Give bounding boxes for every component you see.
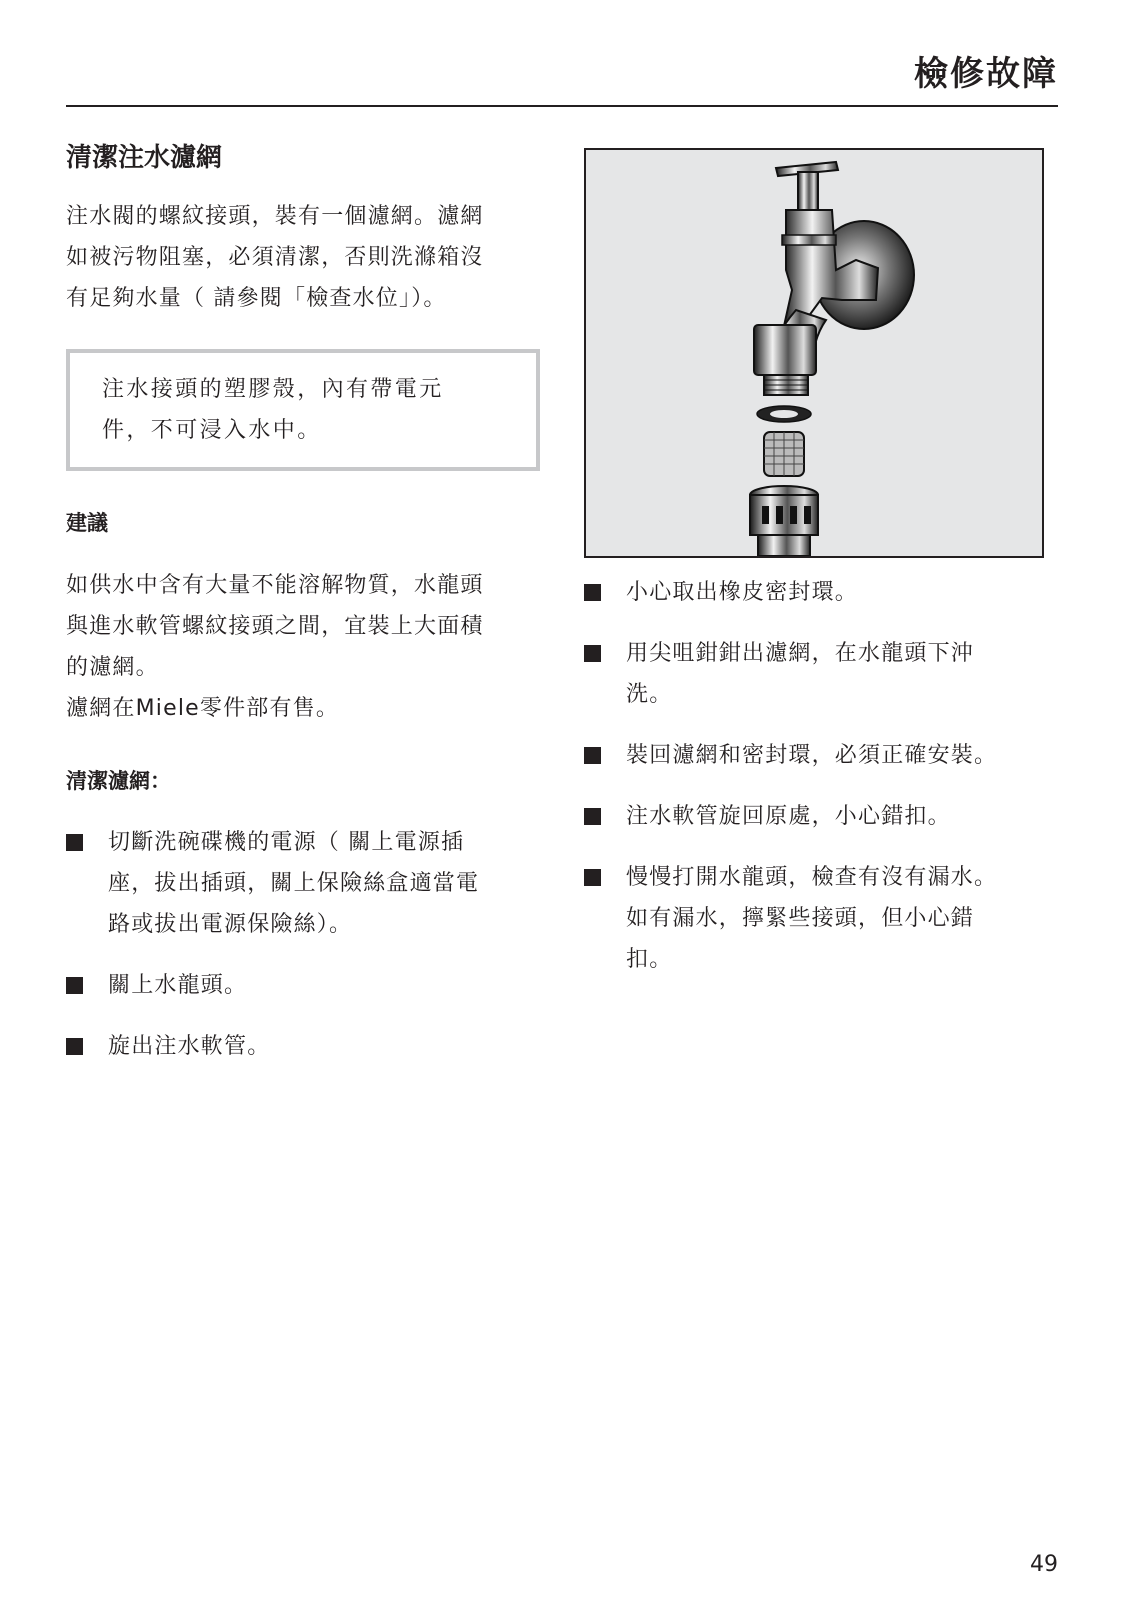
intro-line: 注水閥的螺紋接頭，裝有一個濾網。濾網 [66,204,484,230]
faucet-filter-illustration [584,148,1044,558]
advice-line: 的濾網。 [66,654,159,680]
step-line: 注水軟管旋回原處，小心錯扣。 [626,804,951,829]
faucet-diagram [586,150,1042,556]
step-line: 用尖咀鉗鉗出濾網，在水龍頭下沖 [626,641,975,666]
hose-connector-icon [750,486,818,556]
threaded-nozzle-icon [754,325,816,395]
warning-line: 注水接頭的塑膠殼，內有帶電元 [102,377,444,403]
clean-filter-heading: 清潔濾網： [66,768,171,793]
square-bullet-icon [584,808,601,825]
advice-line: 與進水軟管螺紋接頭之間，宜裝上大面積 [66,613,484,639]
step-line: 小心取出橡皮密封環。 [626,580,859,605]
step-item [584,796,1060,837]
warning-line: 件，不可浸入水中。 [102,418,322,444]
step-item [66,822,542,945]
page-number: 49 [1030,1552,1058,1577]
step-item [66,965,542,1006]
section-heading: 清潔注水濾網 [66,143,223,173]
step-item [584,735,1060,776]
step-line: 座，拔出插頭，關上保險絲盒適當電 [108,871,480,897]
step-line: 關上水龍頭。 [108,973,248,999]
advice-line: 如供水中含有大量不能溶解物質，水龍頭 [66,572,484,598]
advice-line: 濾網在Miele零件部有售。 [66,695,340,721]
page-header-title: 檢修故障 [914,54,1058,94]
advice-paragraph [66,565,542,729]
step-item [66,1026,542,1067]
left-column [66,140,542,1087]
step-line: 裝回濾網和密封環，必須正確安裝。 [626,743,998,768]
step-line: 扣。 [626,947,673,972]
warning-box [66,349,540,471]
square-bullet-icon [584,869,601,886]
step-text [108,965,542,1006]
warning-text [102,369,506,451]
step-text [626,572,1060,613]
intro-line: 如被污物阻塞，必須清潔，否則洗滌箱沒 [66,245,484,271]
square-bullet-icon [66,977,83,994]
rubber-seal-icon [757,406,811,422]
step-text [626,735,1060,776]
filter-screen-icon [764,432,804,476]
intro-line: 有足夠水量（ 請參閱「檢查水位」）。 [66,286,447,312]
step-text [108,822,542,945]
square-bullet-icon [66,1038,83,1055]
step-item [584,857,1060,980]
step-line: 如有漏水，擰緊些接頭，但小心錯 [626,906,975,931]
header-rule [66,105,1058,107]
right-step-list [584,572,1060,980]
advice-heading: 建議 [66,511,108,536]
step-line: 洗。 [626,682,673,707]
step-line: 路或拔出電源保險絲）。 [108,912,353,938]
step-line: 切斷洗碗碟機的電源（ 關上電源插 [108,830,465,856]
right-column [584,148,1060,1000]
square-bullet-icon [66,834,83,851]
square-bullet-icon [584,645,601,662]
step-line: 慢慢打開水龍頭，檢查有沒有漏水。 [626,865,998,890]
left-step-list [66,822,542,1067]
square-bullet-icon [584,584,601,601]
step-text [626,633,1060,715]
step-text [626,857,1060,980]
step-text [626,796,1060,837]
step-item [584,633,1060,715]
step-line: 旋出注水軟管。 [108,1034,271,1060]
step-item [584,572,1060,613]
square-bullet-icon [584,747,601,764]
intro-paragraph [66,196,542,319]
step-text [108,1026,542,1067]
